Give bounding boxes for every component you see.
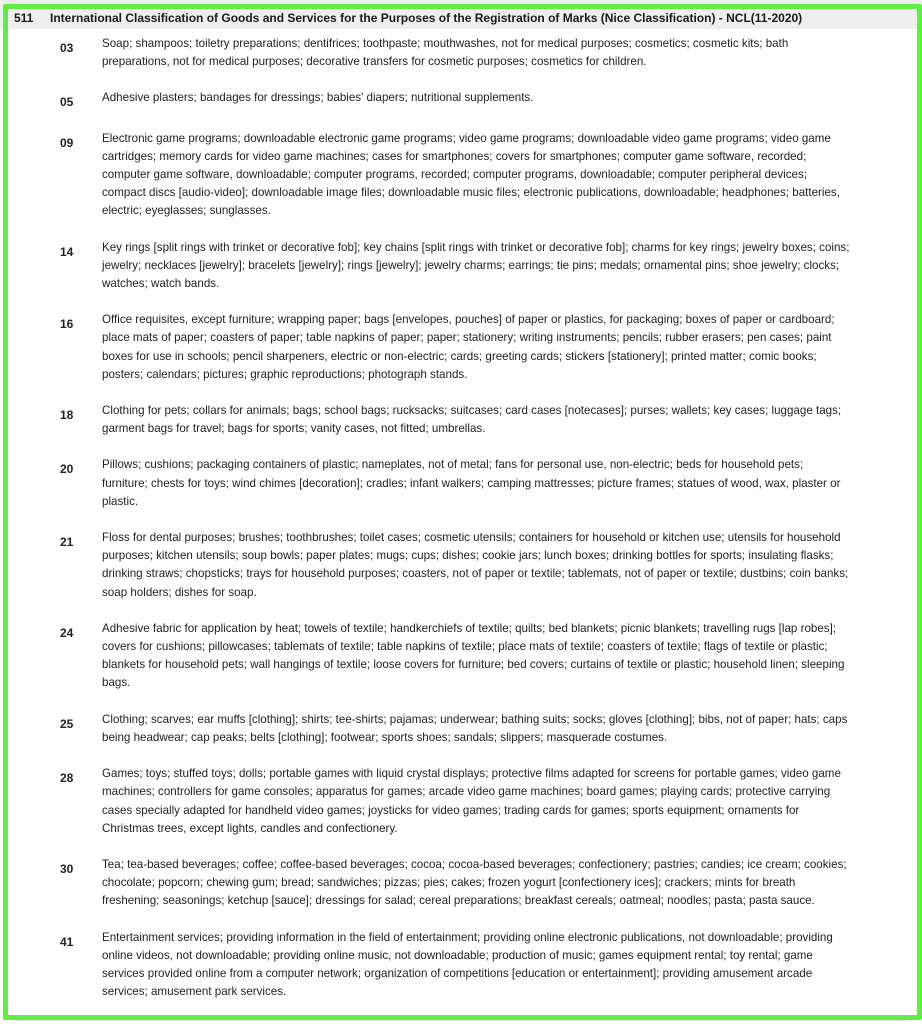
- class-description: Clothing for pets; collars for animals; bags; school bags; rucksacks; suitcases; card cases [notecases]; purses; wallets; key cases; luggage tags; garment bags for travel; bags for sports; vanity cases, not fitted; umbrellas.: [102, 404, 842, 436]
- class-description: Games; toys; stuffed toys; dolls; portable games with liquid crystal displays; protective films adapted for screens for portable games; video game machines; controllers for game consoles; apparatus for games; arcade video game machines; board games; playing cards; protective carrying cases specially adapted for handheld video games; joysticks for video games; trading cards for games; sports equipment; ornaments for Christmas trees, except lights, candles and confectionery.: [102, 767, 841, 835]
- class-entry: [0, 929, 922, 1002]
- class-description: Key rings [split rings with trinket or decorative fob]; key chains [split rings with trinket or decorative fob]; charms for key rings; jewelry boxes; coins; jewelry; necklaces [jewelry]; bracelets [jewelry]; rings [jewelry]; jewelry charms; earrings; tie pins; medals; ornamental pins; shoe jewelry; clocks; watches; watch bands.: [102, 240, 850, 291]
- class-number: 14: [60, 244, 74, 259]
- class-number: 28: [60, 771, 74, 786]
- class-number: 24: [60, 625, 74, 640]
- class-number: 05: [60, 95, 74, 110]
- class-entry: [0, 402, 922, 438]
- class-entry: [0, 620, 922, 693]
- class-number: 03: [60, 41, 74, 55]
- class-list: [0, 35, 922, 1019]
- field-title: International Classification of Goods and Services for the Purposes of the Registration of Marks (Nice Classification) - NCL(11-2020): [50, 11, 803, 25]
- class-number: 21: [60, 535, 74, 550]
- divider: [16, 1020, 906, 1021]
- field-header: [0, 0, 922, 29]
- class-entry: [0, 89, 922, 111]
- class-description: Entertainment services; providing information in the field of entertainment; providing online electronic publications, not downloadable; providing online videos, not downloadable; providing online music, not downloadable; production of music; games equipment rental; toy rental; game services provided online from a computer network; organization of competitions [education or entertainment]; providing amusement arcade services; amusement park services.: [102, 930, 833, 999]
- class-entry: [0, 765, 922, 838]
- class-entry: [0, 529, 922, 602]
- class-number: 09: [60, 135, 74, 150]
- class-entry: [0, 311, 922, 384]
- class-number: 25: [60, 716, 74, 731]
- class-entry: [0, 456, 922, 511]
- class-description: Electronic game programs; downloadable electronic game programs; video game programs; downloadable video game programs; video game cartridges; memory cards for video game machines; cases for smartphones; covers for smartphones; computer game software, recorded; computer game software, downloadable; computer programs, recorded; computer programs, downloadable; computer peripheral devices; compact discs [audio-video]; downloadable image files; downloadable music files; electronic publications, downloadable; headphones; batteries, electric; eyeglasses; sunglasses.: [102, 131, 840, 218]
- class-number: 30: [60, 861, 74, 876]
- class-entry: [0, 35, 922, 71]
- class-number: 16: [60, 317, 74, 332]
- class-description: Tea; tea-based beverages; coffee; coffee-based beverages; cocoa; cocoa-based beverages; confectionery; pastries; candies; ice cream; cookies; chocolate; popcorn; chewing gum; bread; sandwiches; pizzas; pies; cakes; frozen yogurt [confectionery ices]; crackers; mints for breath freshening; seasonings; ketchup [sauce]; dressings for salad; cereal preparations; breakfast cereals; oatmeal; noodles; pasta; pasta sauce.: [102, 857, 847, 908]
- class-entry: [0, 130, 922, 221]
- class-description: Soap; shampoos; toiletry preparations; dentifrices; toothpaste; mouthwashes, not for medical purposes; cosmetics; cosmetic kits; bath preparations, not for medical purposes; decorative transfers for cosmetic purposes; cosmetics for children.: [102, 37, 789, 69]
- class-entry: [0, 239, 922, 294]
- class-description: Pillows; cushions; packaging containers of plastic; nameplates, not of metal; fans for personal use, non-electric; beds for household pets; furniture; chests for toys; wind chimes [decoration]; cradles; infant walkers; camping mattresses; picture frames; statues of wood, wax, plaster or plastic.: [102, 458, 841, 508]
- class-description: Floss for dental purposes; brushes; toothbrushes; toilet cases; cosmetic utensils; containers for household or kitchen use; utensils for household purposes; kitchen utensils; soup bowls; paper plates; mugs; cups; dishes; cookie jars; lunch boxes; drinking bottles for sports; insulating flasks; drinking straws; chopsticks; trays for household purposes; coasters, not of paper or textile; tablemats, not of paper or textile; dustbins; coin banks; soap holders; dishes for soap.: [102, 531, 849, 599]
- class-number: 20: [60, 462, 74, 477]
- class-description: Adhesive fabric for application by heat; towels of textile; handkerchiefs of textile; quilts; bed blankets; picnic blankets; travelling rugs [lap robes]; covers for cushions; pillowcases; tablemats of textile; table napkins of textile; place mats of textile; coasters of textile; flags of textile or plastic; blankets for household pets; wall hangings of textile; loose covers for furniture; bed covers; curtains of textile or plastic; household linen; sleeping bags.: [102, 621, 845, 690]
- class-description: Office requisites, except furniture; wrapping paper; bags [envelopes, pouches] of paper or plastics, for packaging; boxes of paper or cardboard; place mats of paper; coasters of paper; table napkins of paper; paper; stationery; writing instruments; pencils; rubber erasers; pen cases; paint boxes for use in schools; pencil sharpeners, electric or non-electric; cards; greeting cards; stickers [stationery]; printed matter; comic books; posters; calendars; pictures; graphic reproductions; photograph stands.: [102, 313, 835, 381]
- class-entry: [0, 856, 922, 911]
- class-number: 41: [60, 934, 74, 949]
- class-description: Adhesive plasters; bandages for dressings; babies' diapers; nutritional supplements.: [102, 91, 534, 105]
- class-entry: [0, 711, 922, 747]
- class-number: 18: [60, 408, 74, 423]
- class-description: Clothing; scarves; ear muffs [clothing]; shirts; tee-shirts; pajamas; underwear; bathing suits; socks; gloves [clothing]; bibs, not of paper; hats; caps being headwear; cap peaks; belts [clothing]; footwear; sports shoes; sandals; slippers; masquerade costumes.: [102, 712, 848, 744]
- field-code: 511: [14, 11, 34, 25]
